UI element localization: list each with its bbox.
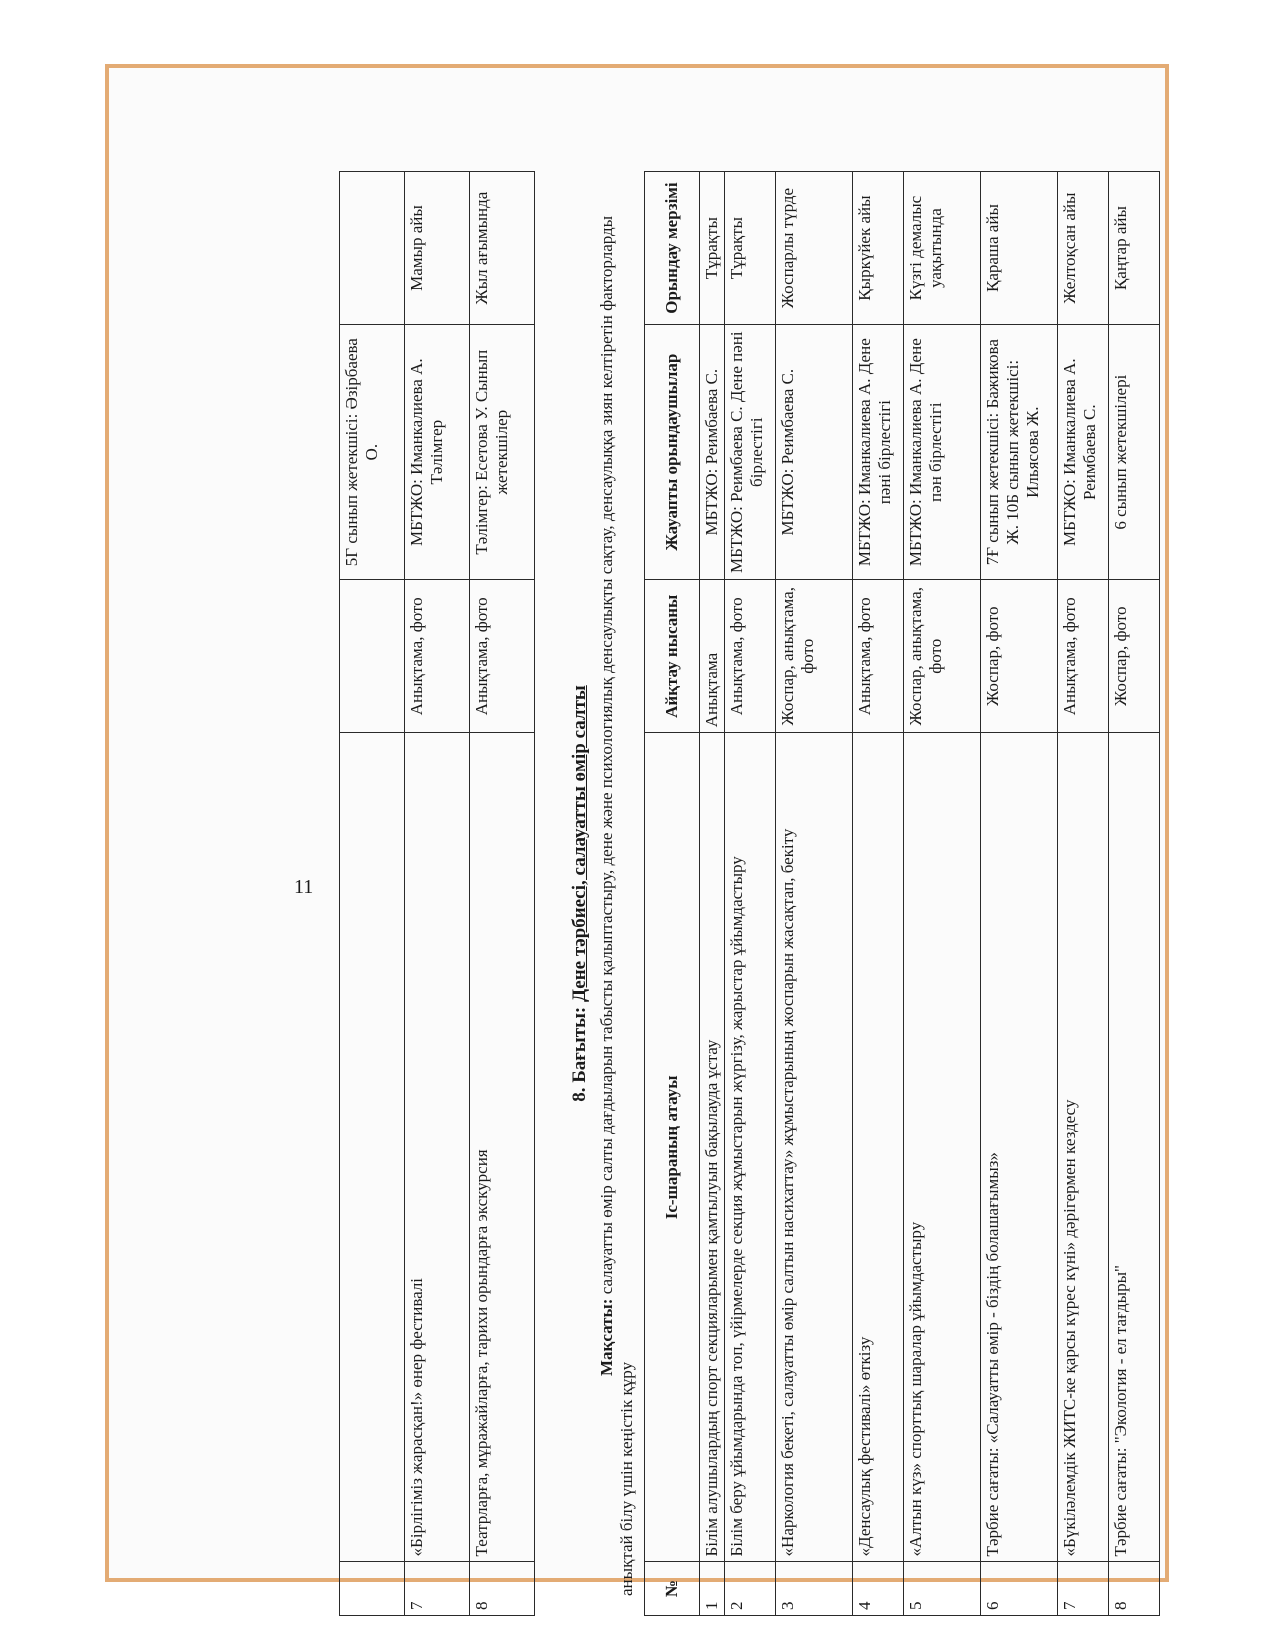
table-row [1057,172,1108,1616]
cell-form: Анықтама, фото [470,580,535,733]
header-deadline: Орындау мерзімі [644,172,699,325]
header-responsible: Жауапты орындаушылар [644,325,699,580]
cell-event: Тәрбие сағаты: "Экология - ел тағдыры" [1108,733,1159,1562]
header-form: Айқтау нысаны [644,580,699,733]
events-table [644,171,1160,1616]
cell-responsible: МБТЖО: Реимбаева С. [699,325,724,580]
cell-form: Анықтама, фото [405,580,470,733]
cell-no: 1 [699,1562,724,1616]
table-row [405,172,470,1616]
cell-form: Жоспар, анықтама, фото [903,580,980,733]
cell-no: 6 [980,1562,1057,1616]
cell-event: «Бүкіләлемдік ЖИТС-ке қарсы күрес күні» дәрігермен кездесу [1057,733,1108,1562]
continuation-table [339,171,535,1616]
cell-form: Анықтама, фото [724,580,775,733]
cell-deadline: Күзгі демалыс уақытында [903,172,980,325]
cell-deadline: Жоспарлы түрде [775,172,852,325]
cell-no: 7 [405,1562,470,1616]
header-no: № [644,1562,699,1616]
cell-responsible: Тәлімгер: Есетова У. Сынып жетекшілер [470,325,535,580]
cell-event: Тәрбие сағаты: «Салауатты өмір - біздің болашағымыз» [980,733,1057,1562]
cell-responsible: 5Г сынып жетекшісі: Әзірбаева О. [340,325,405,580]
cell-deadline [340,172,405,325]
cell-responsible: МБТЖО: Реимбаева С. Дене пәні бірлестігі [724,325,775,580]
table-row [852,172,903,1616]
scanned-page [105,64,1169,1610]
cell-no: 8 [470,1562,535,1616]
cell-form: Жоспар, фото [980,580,1057,733]
section-heading [569,171,591,1616]
cell-no [340,1562,405,1616]
table-row [340,172,405,1616]
table-row [903,172,980,1616]
table-row [775,172,852,1616]
cell-responsible: МБТЖО: Иманкалиева А. Тәлімгер [405,325,470,580]
cell-deadline: Қараша айы [980,172,1057,325]
cell-deadline: Жыл ағымында [470,172,535,325]
table-header-row [644,172,699,1616]
cell-event: «Денсаулық фестивалі» өткізу [852,733,903,1562]
cell-form: Жоспар, анықтама, фото [775,580,852,733]
cell-responsible: МБТЖО: Реимбаева С. [775,325,852,580]
cell-no: 8 [1108,1562,1159,1616]
goal-text: салауатты өмір салты дағдыларын табысты қалыптастыру, дене және психологиялық денсаулықты сақтау, денсаулыққа зиян келтіретін факторларды анықтай білу үшін кеңістік құру [597,215,637,1596]
cell-responsible: МБТЖО: Иманкалиева А. Дене пәні бірлестігі [852,325,903,580]
cell-event: «Наркология бекеті, салауатты өмір салтын насихаттау» жұмыстарының жоспарын жасақтап, бекіту [775,733,852,1562]
cell-responsible: МБТЖО: Иманкалиева А. Реимбаева С. [1057,325,1108,580]
table-row [699,172,724,1616]
cell-event: Білім алушылардың спорт секцияларымен қамтылуын бақылауда ұстау [699,733,724,1562]
cell-event: Театрларға, мұражайларға, тарихи орындарға экскурсия [470,733,535,1562]
page-number: 11 [294,876,314,898]
table-row [980,172,1057,1616]
goal-label: Мақсаты: [597,1298,616,1376]
table-row [1108,172,1159,1616]
cell-form: Жоспар, фото [1108,580,1159,733]
cell-no: 3 [775,1562,852,1616]
rotated-content [339,171,1169,1616]
cell-responsible: 7Ғ сынып жетекшісі: Бажикова Ж. 10Б сынып жетекшісі: Ильясова Ж. [980,325,1057,580]
cell-event: «Алтын күз» спорттық шаралар ұйымдастыру [903,733,980,1562]
cell-event: Білім беру ұйымдарында топ, үйірмелерде секция жұмыстарын жүргізу, жарыстар ұйымдастыру [724,733,775,1562]
cell-form: Анықтама, фото [1057,580,1108,733]
cell-event: «Бірлігіміз жарасқан!» өнер фестивалі [405,733,470,1562]
section-number: 8. Бағыты: [569,1006,590,1102]
cell-deadline: Тұрақты [699,172,724,325]
cell-deadline: Қаңтар айы [1108,172,1159,325]
cell-responsible: 6 сынып жетекшілері [1108,325,1159,580]
section-title: Дене тәрбиесі, салауатты өмір салты [569,685,590,1002]
cell-deadline: Мамыр айы [405,172,470,325]
table-row [724,172,775,1616]
cell-event [340,733,405,1562]
cell-responsible: МБТЖО: Иманкалиева А. Дене пән бірлестігі [903,325,980,580]
cell-no: 7 [1057,1562,1108,1616]
cell-form: Анықтама [699,580,724,733]
cell-no: 5 [903,1562,980,1616]
cell-form [340,580,405,733]
cell-deadline: Желтоқсан айы [1057,172,1108,325]
table-row [470,172,535,1616]
cell-no: 2 [724,1562,775,1616]
cell-deadline: Қыркүйек айы [852,172,903,325]
cell-deadline: Тұрақты [724,172,775,325]
section-goal [597,191,638,1596]
header-event: Іс-шараның атауы [644,733,699,1562]
cell-form: Анықтама, фото [852,580,903,733]
cell-no: 4 [852,1562,903,1616]
